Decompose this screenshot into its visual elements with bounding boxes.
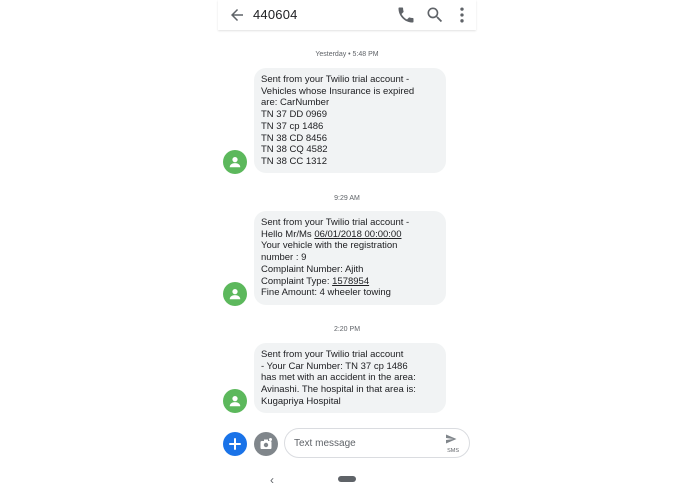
message-line [261,229,439,241]
message-line: Sent from your Twilio trial account - [261,217,410,228]
contact-avatar[interactable] [223,150,247,174]
message-line: TN 37 DD 0969 [261,109,328,121]
message-line: TN 38 CQ 4582 [261,144,328,156]
person-icon [228,394,242,408]
message-bubble[interactable] [254,343,446,413]
message-line: has met with an accident in the area: [261,372,416,384]
nav-home-pill[interactable] [338,476,356,482]
message-text: Complaint Type: [261,275,333,287]
message-timestamp: 9:29 AM [334,195,360,202]
phone-icon[interactable] [396,5,416,25]
nav-back-icon[interactable]: ‹ [270,473,274,487]
message-line: number : 9 [261,252,307,264]
message-bubble[interactable] [254,68,446,173]
message-line: TN 37 cp 1486 [261,120,324,132]
message-line: are: CarNumber [261,97,330,109]
message-bubble[interactable] [254,211,446,305]
send-icon[interactable] [442,433,460,445]
phone-number-link[interactable]: 1578954 [332,275,370,287]
conversation-title: 440604 [253,7,298,22]
contact-avatar[interactable] [223,282,247,306]
message-line: Avinashi. The hospital in that area is: [261,384,416,396]
message-line: Vehicles whose Insurance is expired [261,85,415,97]
message-timestamp: Yesterday • 5:48 PM [315,51,379,58]
camera-gallery-button[interactable] [254,432,278,456]
message-line: - Your Car Number: TN 37 cp 1486 [261,360,408,372]
more-vert-icon[interactable] [452,5,472,25]
message-line: Fine Amount: 4 wheeler towing [261,287,391,299]
message-line: Complaint Number: Ajith [261,263,364,275]
messages-screen [218,0,476,494]
search-icon[interactable] [425,5,445,25]
app-bar [218,0,476,30]
text-message-input[interactable] [284,428,470,458]
arrow-back-icon[interactable] [228,6,246,24]
plus-icon [223,432,247,456]
message-text: Hello Mr/Ms [261,228,315,240]
person-icon [228,287,242,301]
message-line: Sent from your Twilio trial account [261,349,404,360]
send-sms-label: SMS [447,448,459,454]
message-line: TN 38 CD 8456 [261,132,328,144]
message-line: Your vehicle with the registration [261,240,398,252]
date-link[interactable]: 06/01/2018 00:00:00 [314,228,402,240]
camera-icon [254,432,278,456]
system-nav-bar [218,466,476,494]
message-line [261,276,439,288]
message-timestamp: 2:20 PM [333,326,361,333]
add-attachment-button[interactable] [223,432,247,456]
message-composer [218,428,476,460]
message-line: Sent from your Twilio trial account - [261,74,410,85]
person-icon [228,155,242,169]
contact-avatar[interactable] [223,389,247,413]
message-line: Kugapriya Hospital [261,395,341,407]
message-line: TN 38 CC 1312 [261,155,328,167]
text-message-placeholder: Text message [294,438,356,449]
